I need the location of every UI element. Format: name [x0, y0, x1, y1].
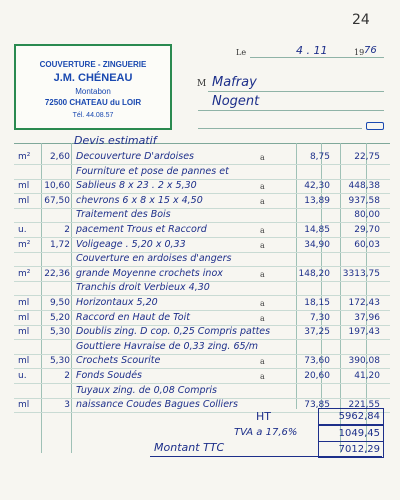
ttc-value: 7012,29: [338, 444, 380, 455]
tva-value: 1049,45: [338, 428, 380, 439]
row-description: chevrons 6 x 8 x 15 x 4,50: [76, 195, 203, 206]
row-quantity: 10,60: [44, 181, 70, 191]
row-description: Decouverture D'ardoises: [76, 151, 194, 162]
row-description: Tuyaux zing. de 0,08 Compris: [76, 385, 217, 396]
row-quantity: 2: [64, 225, 70, 235]
row-quantity: 67,50: [44, 196, 70, 206]
date-day-month: 4 . 11: [296, 44, 328, 57]
row-description: Tranchis droit Verbieux 4,30: [76, 282, 210, 293]
row-description: Voligeage . 5,20 x 0,33: [76, 239, 186, 250]
row-total: 197,43: [348, 327, 380, 337]
row-rule: [14, 310, 390, 311]
row-description: Sablieus 8 x 23 . 2 x 5,30: [76, 180, 197, 191]
row-description: Doublis zing. D cop. 0,25 Compris pattes: [76, 326, 271, 337]
row-description: Horizontaux 5,20: [76, 297, 158, 308]
row-unit-price: 18,15: [304, 298, 330, 308]
row-rule: [14, 368, 390, 369]
row-quantity: 5,20: [49, 313, 70, 323]
row-description: Crochets Scourite: [76, 355, 161, 366]
letterhead-tel: Tél. 44.08.57: [72, 112, 114, 119]
row-description: pacement Trous et Raccord: [76, 224, 207, 235]
row-rule: [14, 208, 390, 209]
recipient-city: Nogent: [212, 94, 260, 109]
row-quantity: 2: [64, 371, 70, 381]
row-description: Fonds Soudés: [76, 370, 142, 381]
ht-value: 5962,84: [338, 411, 380, 422]
row-total: 29,70: [354, 225, 380, 235]
row-rule: [14, 266, 390, 267]
row-unit: u.: [18, 371, 27, 381]
row-unit: ml: [18, 327, 30, 337]
row-unit-price: 42,30: [304, 181, 330, 191]
paperclip-icon: [366, 122, 384, 130]
row-unit-price: 34,90: [304, 240, 330, 250]
row-description: Raccord en Haut de Toit: [76, 312, 190, 323]
row-a-mark: a: [260, 299, 265, 308]
row-total: 37,96: [354, 313, 380, 323]
row-unit: m²: [18, 152, 31, 162]
row-total: 22,75: [354, 152, 380, 162]
date-year-printed: 19: [354, 48, 365, 57]
row-total: 172,43: [348, 298, 380, 308]
col-rule-qty: [71, 143, 72, 453]
row-unit: m²: [18, 240, 31, 250]
date-year-written: 76: [364, 45, 377, 56]
ttc-underline: [150, 456, 382, 457]
row-unit-price: 8,75: [309, 152, 330, 162]
document-title: Devis estimatif: [74, 134, 157, 147]
date-prefix: Le: [236, 48, 247, 57]
row-total: 60,03: [354, 240, 380, 250]
row-total: 3313,75: [342, 269, 380, 279]
row-unit-price: 73,60: [304, 356, 330, 366]
letterhead-place: Montabon: [75, 87, 111, 96]
row-a-mark: a: [260, 153, 265, 162]
row-quantity: 3: [64, 400, 70, 410]
row-rule: [14, 164, 390, 165]
ttc-label: Montant TTC: [154, 441, 225, 454]
row-quantity: 5,30: [49, 356, 70, 366]
row-a-mark: a: [260, 314, 265, 323]
row-unit-price: 148,20: [298, 269, 330, 279]
ht-label: HT: [256, 410, 271, 423]
row-unit: m²: [18, 269, 31, 279]
letterhead-trade: COUVERTURE - ZINGUERIE: [39, 60, 147, 69]
row-unit: ml: [18, 298, 30, 308]
row-quantity: 1,72: [49, 240, 70, 250]
row-a-mark: a: [260, 372, 265, 381]
letterhead-city: 72500 CHATEAU du LOIR: [44, 98, 142, 107]
date-rule: [250, 57, 384, 58]
row-a-mark: a: [260, 197, 265, 206]
row-total: 390,08: [348, 356, 380, 366]
row-total: 448,38: [348, 181, 380, 191]
recipient-name: Mafray: [212, 75, 257, 90]
row-unit-price: 7,30: [309, 313, 330, 323]
page-number: 24: [352, 12, 370, 28]
tva-label: TVA a 17,6%: [234, 427, 298, 438]
row-a-mark: a: [260, 357, 265, 366]
row-description: Fourniture et pose de pannes et: [76, 166, 229, 177]
row-unit-price: 14,85: [304, 225, 330, 235]
recipient-prefix: M: [197, 79, 207, 89]
row-quantity: 9,50: [49, 298, 70, 308]
row-rule: [14, 193, 390, 194]
row-description: Couverture en ardoises d'angers: [76, 253, 232, 264]
letterhead-stamp: [14, 44, 172, 130]
row-description: grande Moyenne crochets inox: [76, 268, 223, 279]
letterhead-company: J.M. CHÉNEAU: [53, 72, 133, 84]
row-rule: [14, 237, 390, 238]
recipient-rule-2: [198, 110, 384, 111]
row-unit-price: 37,25: [304, 327, 330, 337]
row-quantity: 5,30: [49, 327, 70, 337]
row-quantity: 2,60: [49, 152, 70, 162]
row-total: 221,55: [348, 400, 380, 410]
recipient-rule-1: [208, 91, 384, 92]
row-a-mark: a: [260, 226, 265, 235]
row-rule: [14, 179, 390, 180]
row-a-mark: a: [260, 241, 265, 250]
row-unit-price: 73,85: [304, 400, 330, 410]
row-a-mark: a: [260, 270, 265, 279]
row-total: 41,20: [354, 371, 380, 381]
row-a-mark: a: [260, 182, 265, 191]
row-unit: ml: [18, 356, 30, 366]
row-unit: ml: [18, 400, 30, 410]
row-unit-price: 13,89: [304, 196, 330, 206]
row-unit: u.: [18, 225, 27, 235]
row-description: Gouttiere Havraise de 0,33 zing. 65/m: [76, 341, 258, 352]
row-rule: [14, 383, 390, 384]
row-total: 80,00: [354, 210, 380, 220]
recipient-rule-3: [198, 128, 362, 129]
row-quantity: 22,36: [44, 269, 70, 279]
row-rule: [14, 295, 390, 296]
row-rule: [14, 339, 390, 340]
row-rule: [14, 354, 390, 355]
row-rule: [14, 222, 390, 223]
row-unit: ml: [18, 196, 30, 206]
row-description: naissance Coudes Bagues Colliers: [76, 399, 238, 410]
row-unit-price: 20,60: [304, 371, 330, 381]
row-total: 937,58: [348, 196, 380, 206]
row-description: Traitement des Bois: [76, 209, 171, 220]
row-unit: ml: [18, 313, 30, 323]
row-unit: ml: [18, 181, 30, 191]
